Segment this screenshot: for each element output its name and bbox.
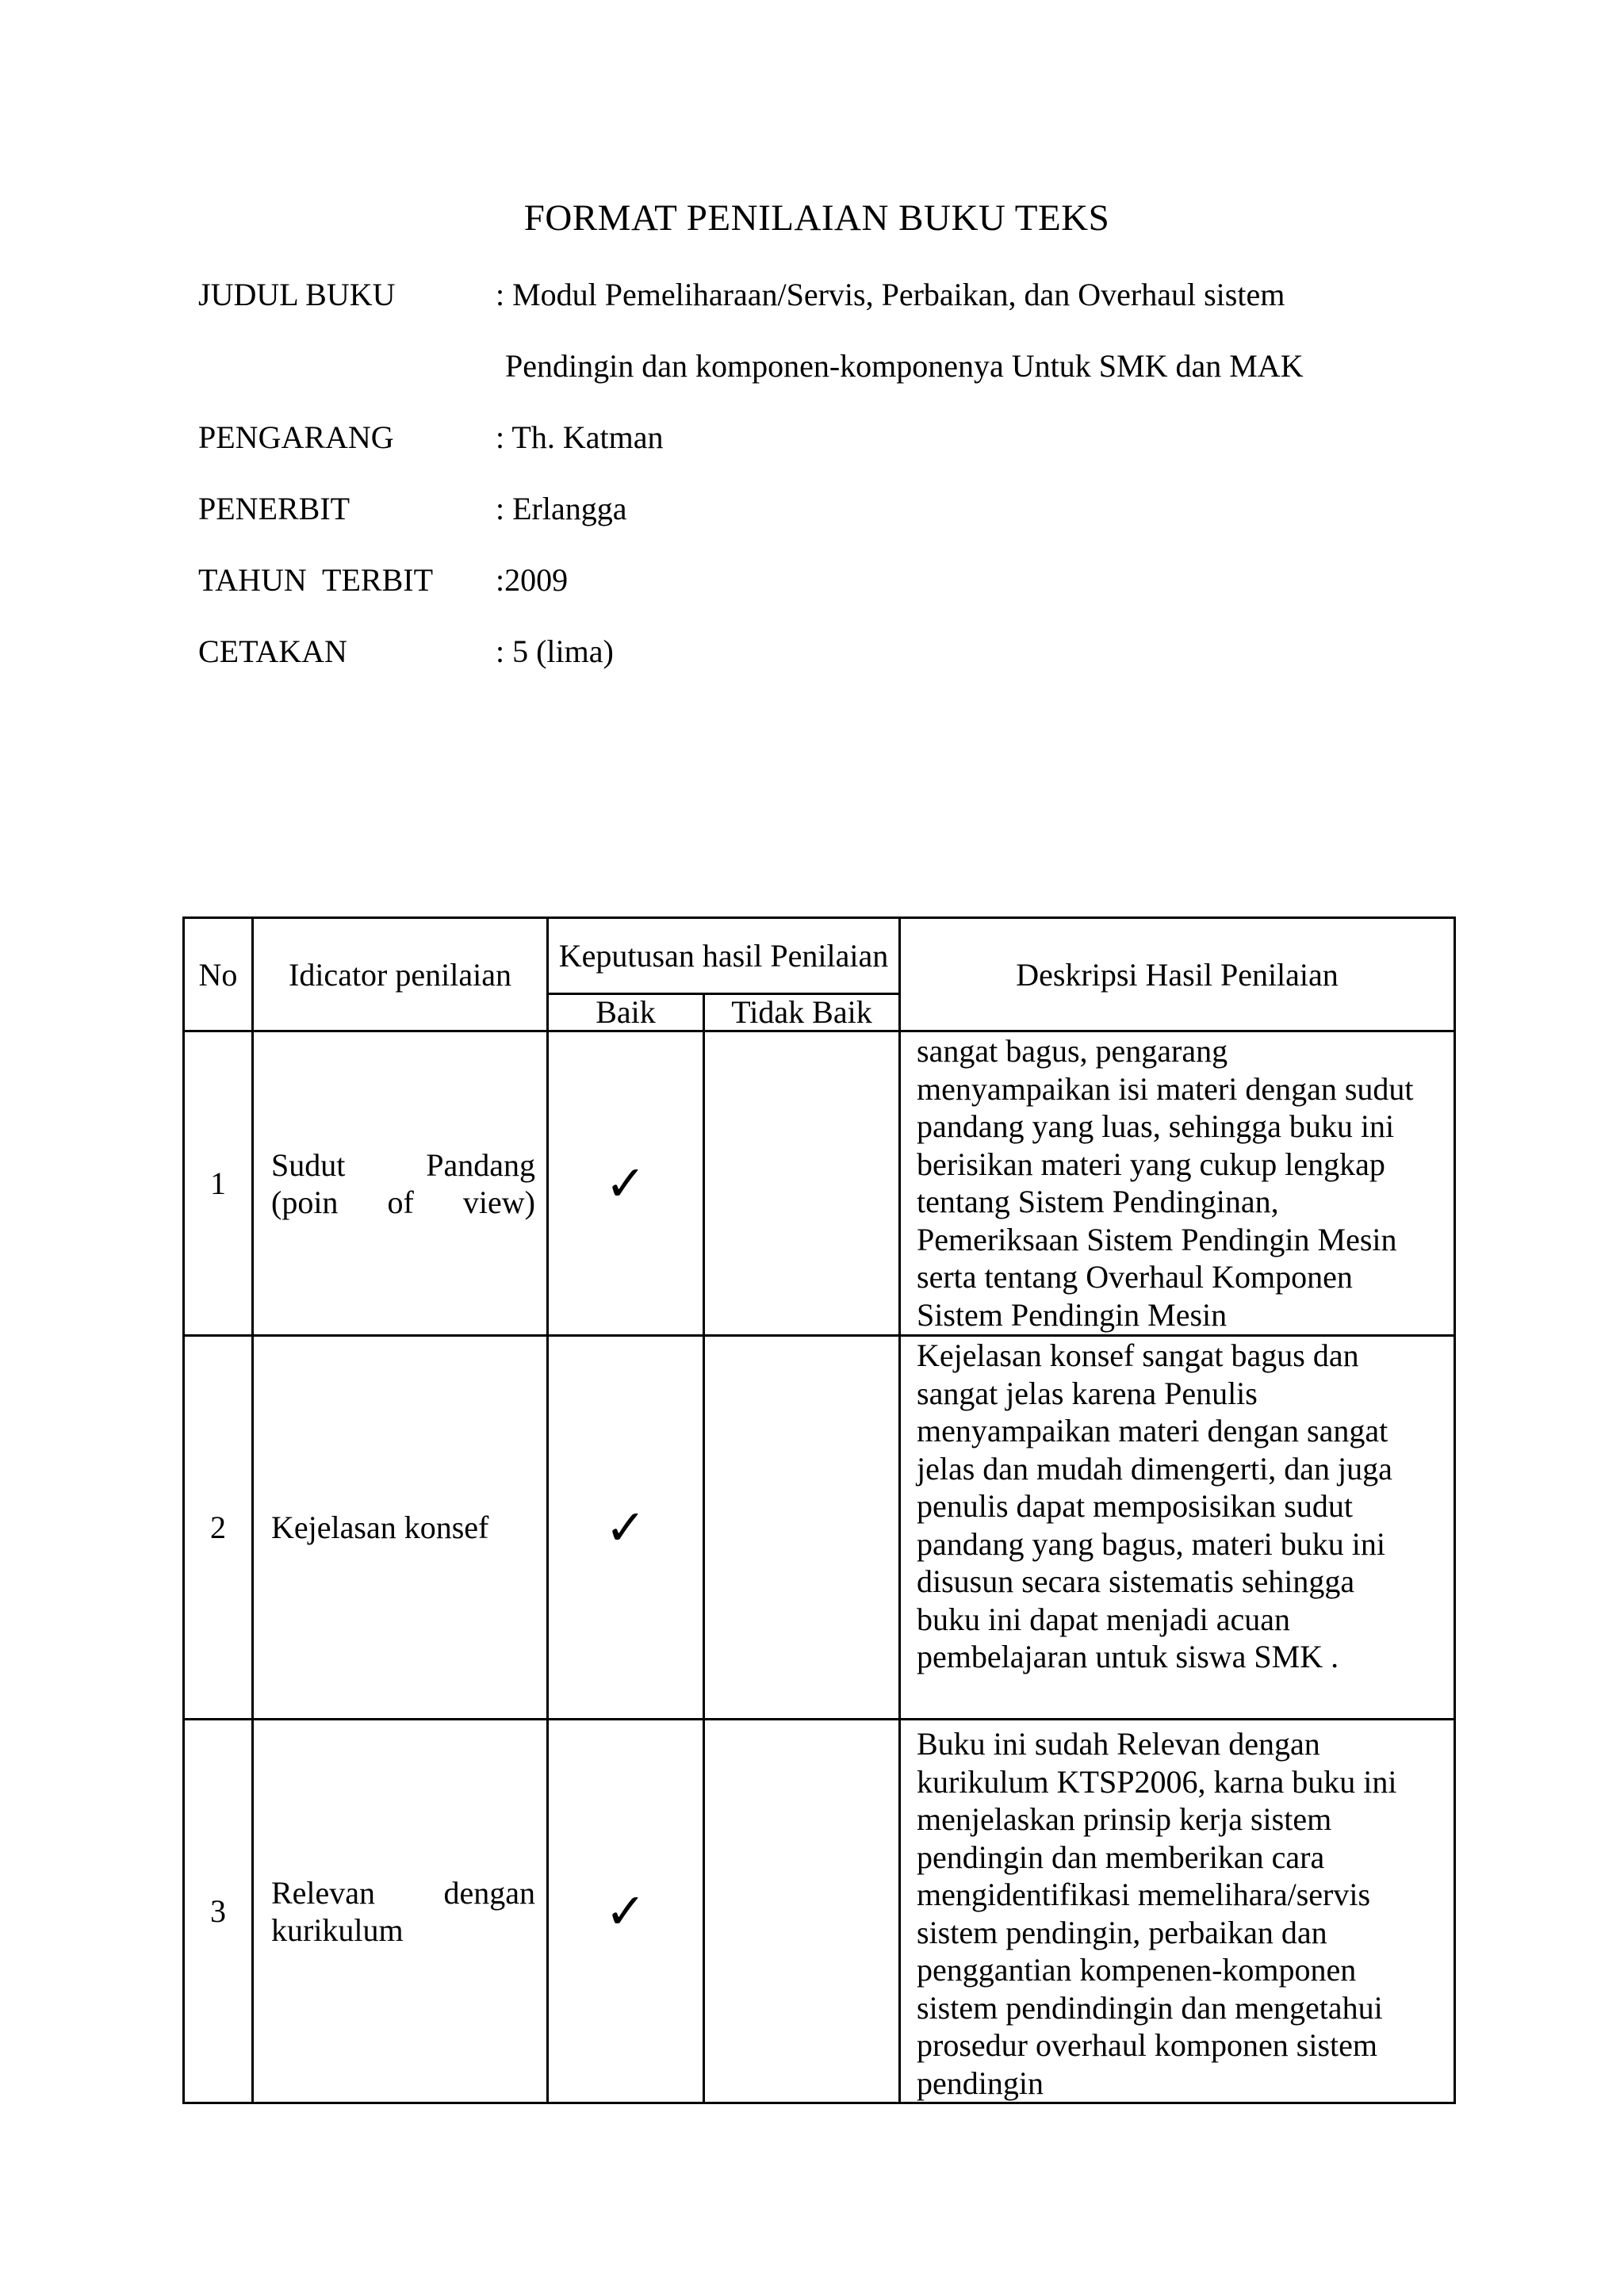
description-line: pandang yang bagus, materi buku ini: [917, 1525, 1385, 1562]
description-line: pandang yang luas, sehingga buku ini: [917, 1108, 1395, 1144]
cetakan-value: : 5 (lima): [496, 633, 614, 669]
description-line: menyampaikan materi dengan sangat: [917, 1413, 1388, 1448]
row-number: 1: [184, 1031, 253, 1336]
description-line: pendingin dan memberikan cara: [917, 1839, 1325, 1875]
description-line: Sistem Pendingin Mesin: [917, 1296, 1228, 1333]
description-line: menyampaikan isi materi dengan sudut: [917, 1070, 1414, 1107]
description-line: tentang Sistem Pendinginan,: [917, 1184, 1279, 1219]
table-row: [184, 1336, 1455, 1720]
header-tidak-baik: Tidak Baik: [704, 994, 900, 1031]
description-line: sangat jelas karena Penulis: [917, 1375, 1258, 1411]
judul-line-1: : Modul Pemeliharaan/Servis, Perbaikan, dan Overhaul sistem: [496, 277, 1285, 312]
description-line: sistem pendindingin dan mengetahui: [917, 1989, 1383, 2026]
tahun-label: TAHUN TERBIT: [198, 562, 434, 598]
check-mark-icon: ✓: [548, 1336, 704, 1720]
description-line: penggantian kompenen-komponen: [917, 1952, 1357, 1988]
row-number: 3: [184, 1720, 253, 2103]
description-line: Buku ini sudah Relevan dengan: [917, 1726, 1320, 1762]
description-line: Kejelasan konsef sangat bagus dan: [917, 1337, 1359, 1373]
description-line: serta tentang Overhaul Komponen: [917, 1259, 1353, 1295]
table-row: [184, 1031, 1455, 1336]
description-line: kurikulum KTSP2006, karna buku ini: [917, 1763, 1397, 1800]
row-indicator: Sudut Pandang (poin of view): [253, 1031, 548, 1336]
row-description: [900, 1336, 1455, 1720]
judul-label: JUDUL BUKU: [198, 277, 396, 312]
tahun-value: :2009: [496, 562, 569, 598]
description-line: sangat bagus, pengarang: [917, 1033, 1228, 1069]
header-baik: Baik: [548, 994, 704, 1031]
row-description: [900, 1720, 1455, 2103]
header-deskripsi: Deskripsi Hasil Penilaian: [900, 918, 1455, 1031]
pengarang-label: PENGARANG: [198, 419, 394, 455]
check-mark-icon: ✓: [548, 1031, 704, 1336]
header-indicator: Idicator penilaian: [253, 918, 548, 1031]
row-indicator: Relevan dengan kurikulum: [253, 1720, 548, 2103]
tidak-baik-cell: [704, 1031, 900, 1336]
row-number: 2: [184, 1336, 253, 1720]
description-line: buku ini dapat menjadi acuan: [917, 1601, 1290, 1637]
check-mark-icon: ✓: [548, 1720, 704, 2103]
pengarang-value: : Th. Katman: [496, 419, 664, 455]
header-no: No: [184, 918, 253, 1031]
description-line: prosedur overhaul komponen sistem: [917, 2027, 1377, 2063]
description-line: jelas dan mudah dimengerti, dan juga: [917, 1450, 1392, 1487]
description-line: disusun secara sistematis sehingga: [917, 1563, 1355, 1599]
penerbit-label: PENERBIT: [198, 491, 350, 526]
description-line: Pemeriksaan Sistem Pendingin Mesin: [917, 1221, 1397, 1257]
description-line: penulis dapat memposisikan sudut: [917, 1488, 1353, 1524]
description-line: sistem pendingin, perbaikan dan: [917, 1914, 1327, 1950]
description-line: pendingin: [917, 2064, 1044, 2101]
page-title: FORMAT PENILAIAN BUKU TEKS: [523, 197, 1110, 239]
cetakan-label: CETAKAN: [198, 633, 347, 669]
tidak-baik-cell: [704, 1720, 900, 2103]
header-keputusan: Keputusan hasil Penilaian: [548, 918, 900, 994]
assessment-table: [182, 916, 1456, 2104]
penerbit-value: : Erlangga: [496, 491, 627, 526]
table-row: [184, 1720, 1455, 2103]
description-line: pembelajaran untuk siswa SMK .: [917, 1639, 1339, 1674]
row-indicator: Kejelasan konsef: [253, 1336, 548, 1720]
row-description: [900, 1031, 1455, 1336]
description-line: mengidentifikasi memelihara/servis: [917, 1877, 1371, 1912]
judul-line-2: Pendingin dan komponen-komponenya Untuk SMK dan MAK: [505, 348, 1304, 384]
tidak-baik-cell: [704, 1336, 900, 1720]
description-line: menjelaskan prinsip kerja sistem: [917, 1801, 1332, 1837]
judul-value: [496, 271, 1304, 390]
description-line: berisikan materi yang cukup lengkap: [917, 1146, 1385, 1182]
